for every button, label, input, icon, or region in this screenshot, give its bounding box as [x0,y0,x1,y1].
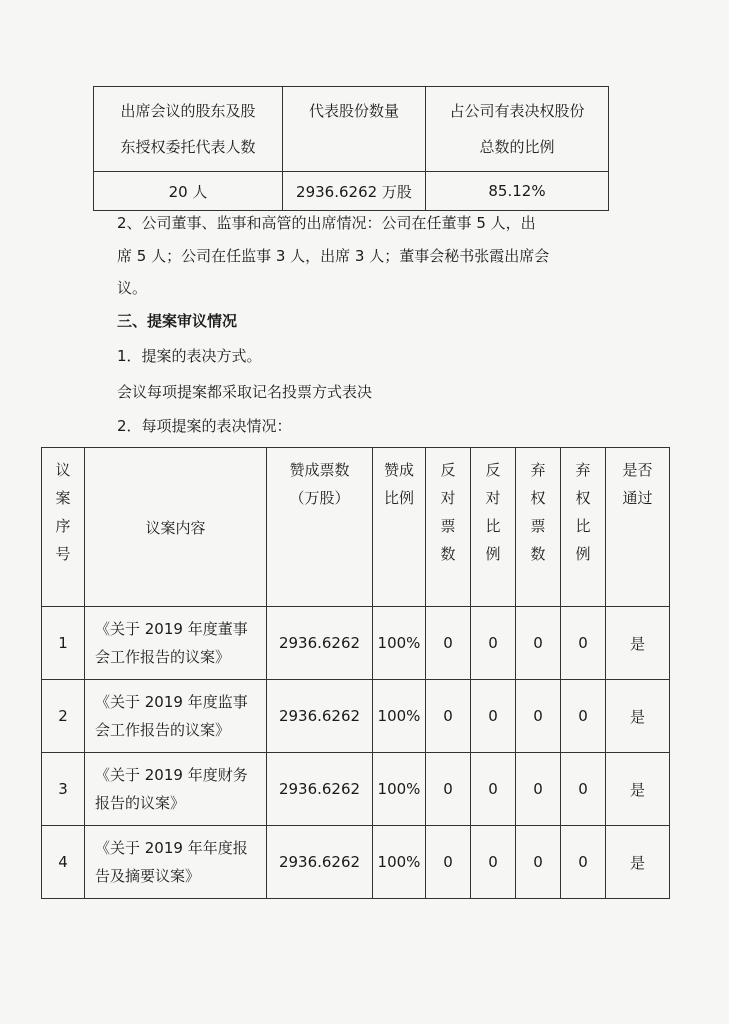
row-yes-ratio: 100% [373,607,426,680]
header-abstain-ratio [561,448,606,607]
header-char: 号 [55,545,71,563]
item2-heading: 2．每项提案的表决情况： [117,417,292,435]
row-against-votes: 0 [426,753,471,826]
row-title-line: 《关于 2019 年年度报 [95,839,248,857]
header-yes-ratio [373,448,426,607]
row-yes-ratio: 100% [373,680,426,753]
table-row [42,607,670,680]
header-char: 反 [440,461,456,479]
row-against-votes: 0 [426,607,471,680]
value-share-amount: 2936.6262 万股 [283,172,426,211]
header-char: 数 [530,545,546,563]
header-yes-votes [267,448,373,607]
votes-header-row [42,448,670,607]
header-line: 是否 [622,461,653,479]
header-share-ratio [426,87,609,172]
header-char: 权 [575,489,591,507]
header-passed [606,448,670,607]
row-yes-votes: 2936.6262 [267,826,373,899]
row-no: 4 [42,826,85,899]
header-char: 反 [485,461,501,479]
row-title [85,607,267,680]
item1-body: 会议每项提案都采取记名投票方式表决 [117,383,373,401]
header-shareholder-count [94,87,283,172]
header-line: 代表股份数量 [308,102,399,120]
row-title-line: 《关于 2019 年度监事 [95,693,248,711]
header-line: 赞成票数 [289,461,350,479]
row-title [85,826,267,899]
header-line: 比例 [383,489,414,507]
row-yes-votes: 2936.6262 [267,680,373,753]
row-abstain-ratio: 0 [561,753,606,826]
row-abstain-votes: 0 [516,826,561,899]
row-no: 2 [42,680,85,753]
table-row [42,753,670,826]
para2-line-1: 2、公司董事、监事和高管的出席情况：公司在任董事 5 人，出 [117,214,536,232]
para2-line-2: 席 5 人；公司在任监事 3 人，出席 3 人；董事会秘书张霞出席会 [117,247,550,265]
row-yes-votes: 2936.6262 [267,607,373,680]
header-char: 弃 [575,461,591,479]
row-title-line: 会工作报告的议案》 [95,721,231,739]
row-against-ratio: 0 [471,607,516,680]
header-char: 对 [440,489,456,507]
header-char: 比 [575,517,591,535]
section3-title: 三、提案审议情况 [117,312,238,330]
row-no: 1 [42,607,85,680]
attendance-header-row [94,87,609,172]
row-passed: 是 [606,753,670,826]
attendance-value-row [94,172,609,211]
row-abstain-ratio: 0 [561,607,606,680]
row-against-votes: 0 [426,826,471,899]
row-passed: 是 [606,607,670,680]
header-against-ratio [471,448,516,607]
attendance-table [93,86,609,211]
header-line: 通过 [622,489,653,507]
header-char: 数 [440,545,456,563]
row-yes-votes: 2936.6262 [267,753,373,826]
row-against-ratio: 0 [471,826,516,899]
row-against-ratio: 0 [471,680,516,753]
row-title-line: 告及摘要议案》 [95,867,201,885]
row-title [85,753,267,826]
header-char: 权 [530,489,546,507]
header-char: 序 [55,517,71,535]
para2-line-3: 议。 [117,279,148,297]
table-row [42,826,670,899]
header-line: （万股） [289,489,350,507]
header-char: 案 [55,489,71,507]
header-char: 票 [440,517,456,535]
header-char: 比 [485,517,501,535]
value-shareholder-count: 20 人 [94,172,283,211]
table-row [42,680,670,753]
header-line: 总数的比例 [479,138,555,156]
header-char: 弃 [530,461,546,479]
row-title-line: 《关于 2019 年度财务 [95,766,248,784]
header-line: 赞成 [383,461,414,479]
header-line: 出席会议的股东及股 [120,102,256,120]
header-char: 例 [485,545,501,563]
row-abstain-votes: 0 [516,753,561,826]
header-seq [42,448,85,607]
row-passed: 是 [606,680,670,753]
header-line: 占公司有表决权股份 [449,102,585,120]
row-title [85,680,267,753]
header-abstain-votes [516,448,561,607]
votes-table [41,447,670,899]
header-against-votes [426,448,471,607]
row-abstain-ratio: 0 [561,826,606,899]
row-no: 3 [42,753,85,826]
header-char: 例 [575,545,591,563]
row-against-ratio: 0 [471,753,516,826]
item1-heading: 1．提案的表决方式。 [117,347,262,365]
row-yes-ratio: 100% [373,826,426,899]
header-share-amount [283,87,426,172]
header-line: 东授权委托代表人数 [120,138,256,156]
row-yes-ratio: 100% [373,753,426,826]
header-char: 对 [485,489,501,507]
row-title-line: 《关于 2019 年度董事 [95,620,248,638]
header-char: 票 [530,517,546,535]
value-share-ratio: 85.12% [426,172,609,211]
row-passed: 是 [606,826,670,899]
row-abstain-votes: 0 [516,680,561,753]
header-content [85,448,267,607]
row-abstain-votes: 0 [516,607,561,680]
header-char: 议 [55,461,71,479]
row-title-line: 报告的议案》 [95,794,186,812]
row-title-line: 会工作报告的议案》 [95,648,231,666]
row-abstain-ratio: 0 [561,680,606,753]
header-line: 议案内容 [145,518,206,537]
row-against-votes: 0 [426,680,471,753]
